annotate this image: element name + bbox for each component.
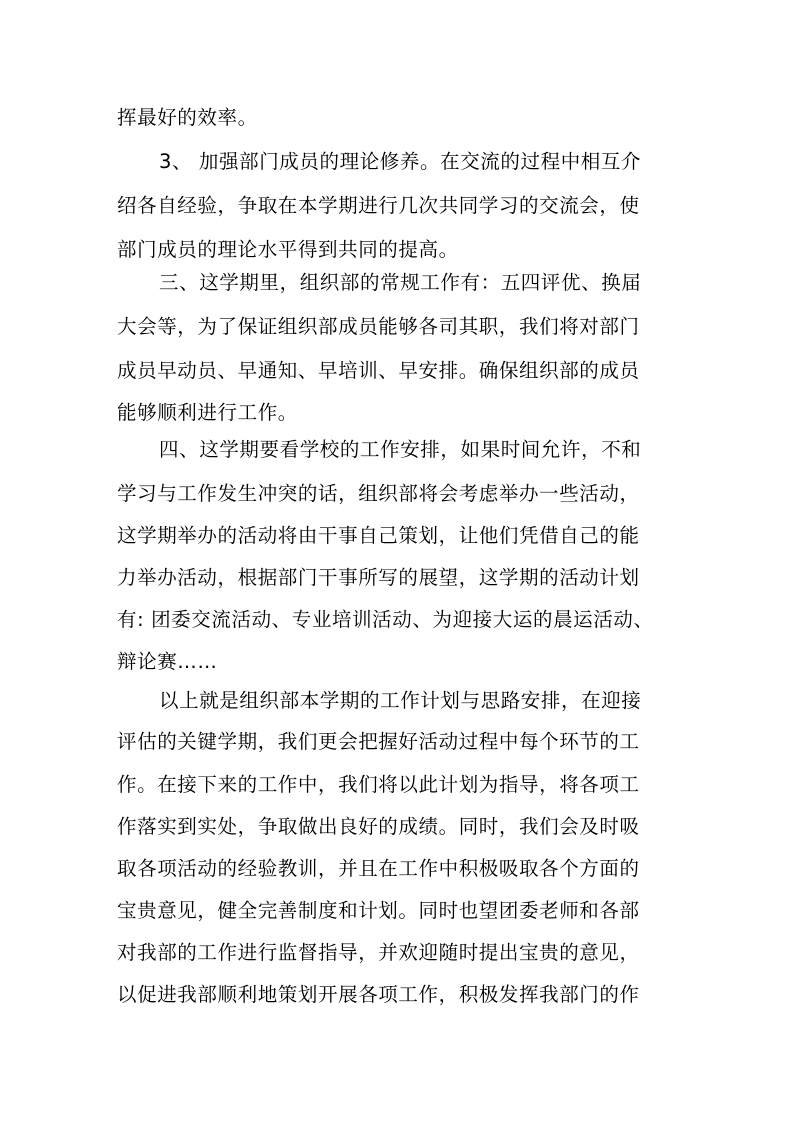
text-line: 大会等，为了保证组织部成员能够各司其职，我们将对部门 — [117, 315, 640, 338]
text-line: 作落实到实处，争取做出良好的成绩。同时，我们会及时吸 — [117, 815, 640, 838]
text-line: 作。在接下来的工作中，我们将以此计划为指导，将各项工 — [117, 773, 640, 796]
text-line: 三、这学期里，组织部的常规工作有：五四评优、换届 — [159, 271, 642, 294]
text-line: 部门成员的理论水平得到共同的提高。 — [117, 238, 459, 261]
text-line: 对我部的工作进行监督指导，并欢迎随时提出宝贵的意见， — [117, 941, 640, 964]
text-line: 辩论赛…… — [117, 650, 218, 673]
text-line: 评估的关键学期，我们更会把握好活动过程中每个环节的工 — [117, 730, 640, 753]
text-line: 有: 团委交流活动、专业培训活动、为迎接大运的晨运活动、 — [117, 608, 654, 631]
text-line: 四、这学期要看学校的工作安排，如果时间允许，不和 — [159, 438, 642, 461]
text-line: 绍各自经验，争取在本学期进行几次共同学习的交流会，使 — [117, 194, 640, 217]
text-line: 以上就是组织部本学期的工作计划与思路安排，在迎接 — [159, 689, 642, 712]
text-line: 成员早动员、早通知、早培训、早安排。确保组织部的成员 — [117, 359, 640, 382]
text-line: 宝贵意见，健全完善制度和计划。同时也望团委老师和各部 — [117, 899, 640, 922]
text-line: 取各项活动的经验教训，并且在工作中积极吸取各个方面的 — [117, 857, 640, 880]
text-line: 以促进我部顺利地策划开展各项工作，积极发挥我部门的作 — [117, 983, 640, 1006]
text-line: 挥最好的效率。 — [117, 106, 258, 129]
text-line: 学习与工作发生冲突的话，组织部将会考虑举办一些活动， — [117, 482, 640, 505]
text-line: 力举办活动，根据部门干事所写的展望，这学期的活动计划 — [117, 566, 640, 589]
text-line: 这学期举办的活动将由干事自己策划，让他们凭借自己的能 — [117, 524, 640, 547]
text-line: 3、 加强部门成员的理论修养。在交流的过程中相互介 — [159, 150, 642, 173]
text-line: 能够顺利进行工作。 — [117, 401, 298, 424]
